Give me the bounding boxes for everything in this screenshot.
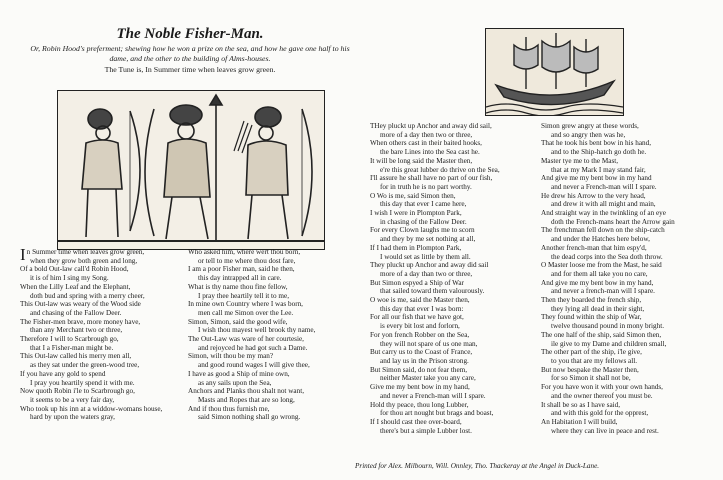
col4-line: and never a French-man will I spare. [551,182,657,191]
col3-line: O woe is me, said the Master then, [370,296,470,305]
col2-line: And if thou thus furnish me, [188,404,270,413]
col4-line: doth the French-mans heart the Arrow gain [551,217,675,226]
col1-line: Of a bold Out-law call'd Robin Hood, [20,265,129,274]
col3-line: and lay us in the Prison strong. [380,356,469,365]
col4-line: and to the Ship-hatch go doth he. [551,148,647,157]
col4-line: they lying all dead in their sight, [551,304,645,313]
col4-line: The frenchman fell down on the ship-catch [541,226,665,235]
col4-line: An Habitation I will build, [541,417,618,426]
col4-line: The one half of the ship, said Simon then, [541,330,662,339]
col3-line: neither Master take you any care, [380,374,476,383]
col3-line: more of a day than two or three, [380,269,473,278]
col4-line: But now bespake the Master then, [541,365,639,374]
col3-line: I wish I were in Plompton Park, [370,209,462,218]
col3-line: THey pluckt up Anchor and away did sail, [370,122,492,130]
col4-line: and under the Hatches here below, [551,235,650,244]
col3-line: the bare Lines into the Sea cast he. [380,148,480,157]
col1-line: I pray you heartily spend it with me. [30,378,135,387]
col3-line: They pluckt up Anchor and away did sail [370,261,489,270]
col3-line: I'll assure he shall have no part of our fish, [370,174,493,183]
col1-line: it is of him I sing my Song. [30,274,109,283]
col2-line: I wish thou mayest well brook thy name, [198,326,316,335]
col1-line: when they grow both green and long, [30,256,138,265]
col3-line: If I should cast thee over-board, [370,417,462,426]
col3-line: for thou art nought but brags and boast, [380,409,494,418]
col4-line: twelve thousand pound in mony bright. [551,322,664,331]
col1-line: doth bud and spring with a merry cheer, [30,291,145,300]
col2-line: The Out-Law was ware of her courtesie, [188,335,304,344]
col3-line: Give me my bent bow in my hand, [370,383,470,392]
col4-line: and so angry then was he, [551,130,626,139]
col3-line: I would set as little by them all. [380,252,471,261]
col4-line: Another french-man that him espy'd, [541,243,647,252]
column-1 [20,245,163,422]
archers-woodcut [57,90,325,250]
col4-line: They found within the ship of War, [541,313,642,322]
col1-line: When the Lilly Leaf and the Elephant, [20,282,131,291]
col4-line: ile give to my Dame and children small, [551,339,667,348]
col1-line: If you have any gold to spend [20,369,106,378]
col3-line: and never a French-man will I spare. [380,391,486,400]
col4-line: And straight way in the twinkling of an eye [541,209,666,218]
col3-line: for in truth he is no part worthy. [380,182,472,191]
col2-line: said Simon nothing shall go wrong. [198,413,301,422]
col3-line: they will not spare of us one man, [380,339,478,348]
col3-line: more of a day then two or three, [380,130,473,139]
col3-line: If I had them in Plompton Park, [370,243,462,252]
col3-line: But Simon espyed a Ship of War [370,278,464,287]
column-3 [370,122,500,435]
col1-line: than any Merchant two or three, [30,326,123,335]
col3-line: But carry us to the Coast of France, [370,348,473,357]
col4-line: that at my Mark I may stand fair, [551,165,646,174]
col1-line: that I a Fisher-man might be. [30,343,114,352]
col2-line: this day intrapped all in care. [198,274,282,283]
col2-line: and rejoyced he had got such a Dame. [198,343,308,352]
col2-line: Anchors and Planks thou shalt not want, [188,387,304,396]
col4-line: for so Simon it shall not be, [551,374,631,383]
col4-line: Simon grew angry at these words, [541,122,639,130]
col4-line: That he took his bent bow in his hand, [541,139,651,148]
col2-line: Who asked him, where wert thou born, [188,248,301,256]
col4-line: The other part of the ship, i'le give, [541,348,642,357]
col4-line: to you that are my fellows all. [551,356,638,365]
col3-line: It will be long said the Master then, [370,156,473,165]
col4-line: He drew his Arrow to the very head, [541,191,646,200]
col1-line: and chasing of the Fallow Deer. [30,308,122,317]
col4-line: Then they boarded the french ship, [541,296,642,305]
col4-line: the dead corps into the Sea doth throw. [551,252,663,261]
col4-line: And give me my bent bow in my hand [541,174,652,183]
col2-line: or tell to me where thou dost fare, [198,256,296,265]
col4-line: where they can live in peace and rest. [551,426,659,435]
col4-line: And give me my bent bow in my hand, [541,278,654,287]
printer-imprint: Printed for Alex. Milbourn, Will. Onnley, Tho. Thackeray at the Angel in Duck-Lane. [355,462,600,470]
col3-line: For every Clown laughs me to scorn [370,226,475,235]
col2-line: I am a poor Fisher man, said he then, [188,265,295,274]
col4-line: and the owner thereof you must be. [551,391,653,400]
col3-line: O Wo is me, said Simon then, [370,191,456,200]
col2-line: In mine own Country where I was born, [188,300,303,309]
col3-line: For all our fish that we have got, [370,313,464,322]
col2-line: I pray thee heartily tell it to me, [198,291,290,300]
col2-line: Simon, wilt thou be my man? [188,352,274,361]
col2-line: as any sails upon the Sea, [198,378,272,387]
col4-line: For you have won it with your own hands, [541,383,663,392]
column-4 [541,122,675,435]
col3-line: But Simon said, do not fear them, [370,365,468,374]
col2-line: and good round wages I will give thee, [198,361,310,370]
col4-line: and with this gold for the opprest, [551,409,649,418]
col1-line: Therefore I will to Scarbrough go, [20,335,119,344]
archers-woodcut-drawing [58,91,324,249]
col3-line: in chasing of the Fallow Deer. [380,217,467,226]
ship-woodcut-drawing [486,29,623,115]
ballad-subtitle: Or, Robin Hood's preferment; shewing how he won a prize on the sea, and how he gave one half to his dame, and the other to the building of Alms-houses. [30,44,350,63]
col1-line: hard by upon the waters gray, [30,413,115,422]
col1-line: Who took up his inn at a widdow-womans house, [20,404,163,413]
col3-line: and they by me set nothing at all, [380,235,476,244]
col3-line: e're this great lubber do thrive on the Sea, [380,165,500,174]
col2-line: I have as good a Ship of mine own, [188,369,290,378]
col1-line: The Fisher-men brave, more money have, [20,317,141,326]
col4-line: Master tye me to the Mast, [541,156,619,165]
col2-line: men call me Simon over the Lee. [198,308,294,317]
ballad-title: The Noble Fisher-Man. [116,26,264,42]
col4-line: It shall be so as I have said, [541,400,621,409]
col1-line: as they sat under the green-wood tree, [30,361,140,370]
col4-line: and for them all take you no care, [551,269,648,278]
column-2 [188,248,315,422]
col4-line: and never a french-man will I spare. [551,287,655,296]
col4-line: O Master loose me from the Mast, he said [541,261,662,270]
col3-line: Hold thy peace, thou long Lubber, [370,400,469,409]
col2-line: What is thy name thou fine fellow, [188,282,288,291]
col1-line: it seems to be a very fair day, [30,395,115,404]
col3-line: this day that ever I was born: [380,304,464,313]
col3-line: there's but a simple Lubber lost. [380,426,472,435]
col3-line: is every bit lost and forlorn, [380,322,460,331]
col1-line: In Summer time when leaves grow green, [20,245,145,264]
col1-line: Now quoth Robin i'le to Scarbrough go, [20,387,135,396]
col3-line: that sailed toward them valourously. [380,287,485,296]
tune-line: The Tune is, In Summer time when leaves grow green. [104,65,276,74]
col1-line: This Out-law was weary of the Wood side [20,300,141,309]
col1-line: This Out-law called his merry men all, [20,352,132,361]
col2-line: Masts and Ropes that are so long, [198,395,295,404]
col3-line: For yon french Robber on the Sea, [370,330,470,339]
col3-line: this day that ever I came here, [380,200,467,209]
col3-line: When others cast in their baited hooks, [370,139,482,148]
col2-line: Simon, Simon, said the good wife, [188,317,288,326]
col4-line: and drew it with all might and main, [551,200,656,209]
ship-woodcut [485,28,624,116]
